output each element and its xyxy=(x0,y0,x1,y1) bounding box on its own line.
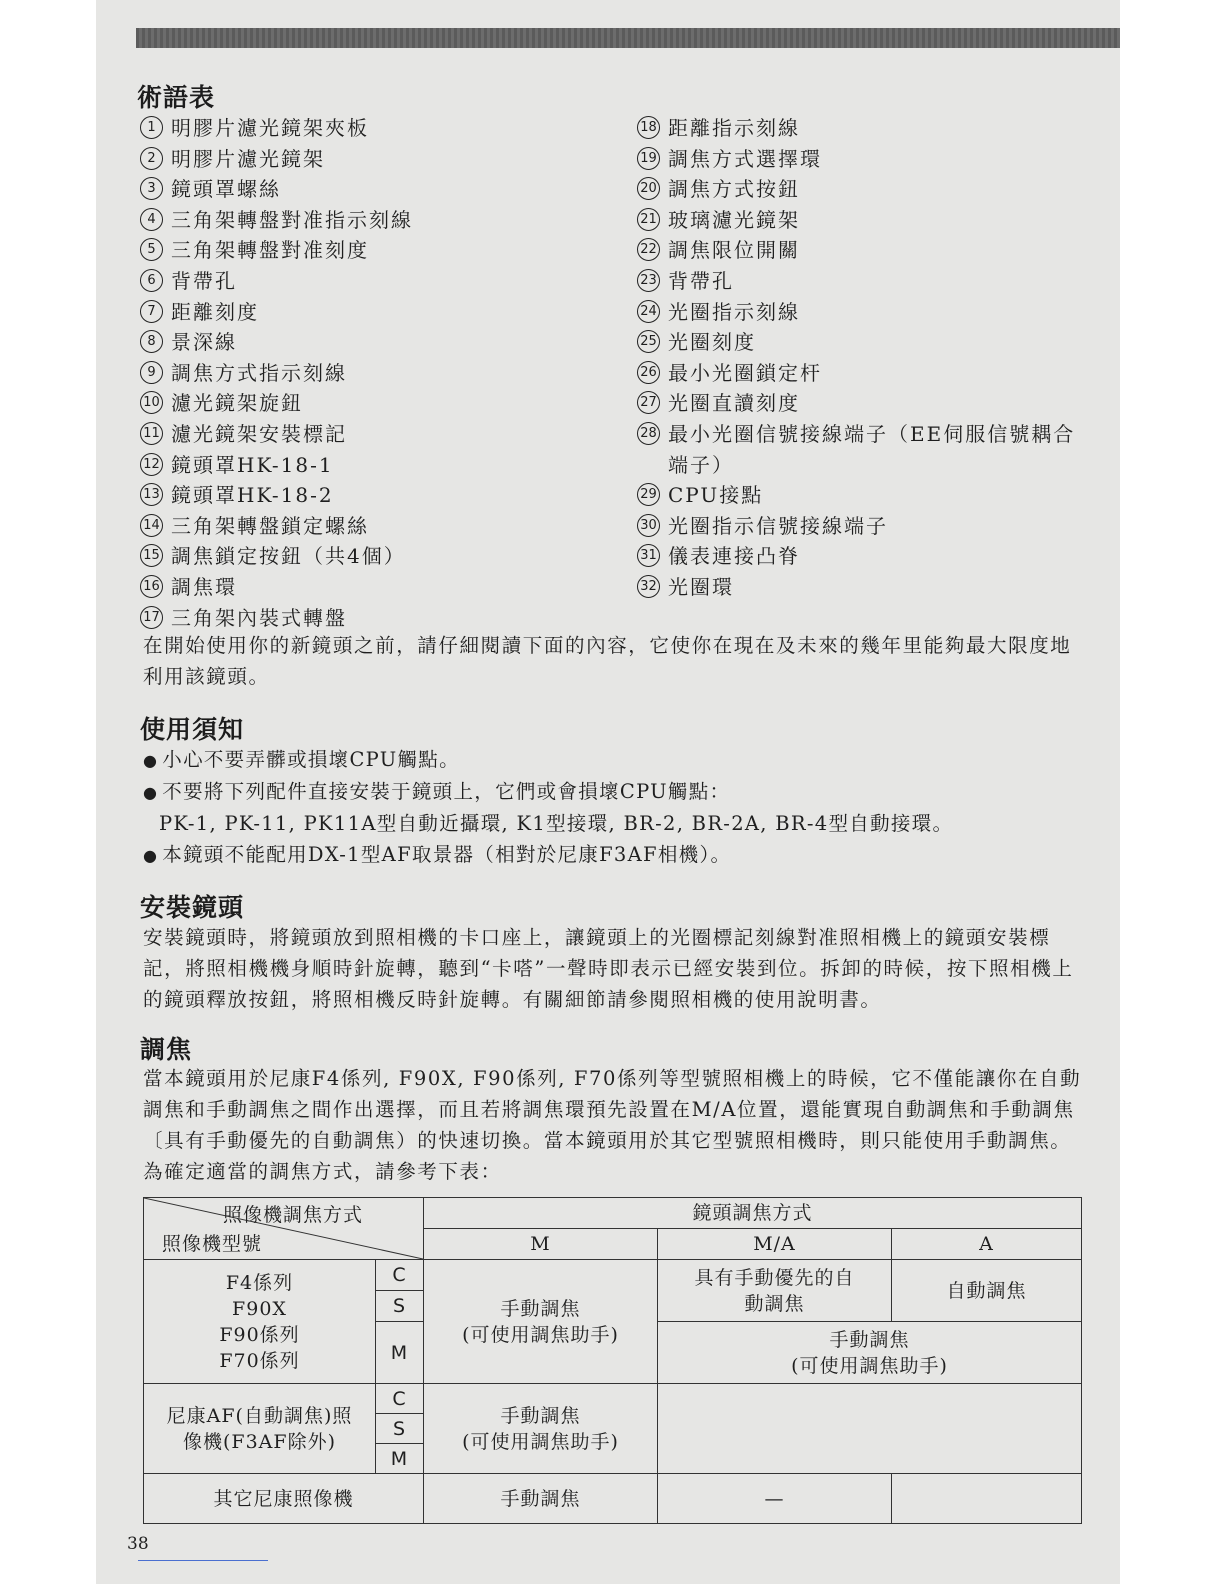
glossary-item-text: 最小光圈鎖定杆 xyxy=(668,360,822,385)
glossary-item-text: 三角架內裝式轉盤 xyxy=(171,605,347,630)
circled-number-icon: 5 xyxy=(140,238,163,261)
manual-focus-text: 手動調焦 xyxy=(829,1328,910,1351)
mounting-paragraph: 安裝鏡頭時，將鏡頭放到照相機的卡口座上，讓鏡頭上的光圈標記刻線對准照相機上的鏡頭安裝標記，將照相機機身順時針旋轉，聽到“卡嗒”一聲時即表示已經安裝到位。拆卸的時候，按下照相機上的鏡頭釋放按鈕，將照相機反時針旋轉。有關細節請參閱照相機的使用說明書。 xyxy=(143,926,1074,1011)
circled-number-icon: 3 xyxy=(140,177,163,200)
mode-m: M xyxy=(376,1322,424,1384)
glossary-item-text: 鏡頭罩螺絲 xyxy=(171,177,281,202)
glossary-item xyxy=(140,327,610,358)
glossary-item xyxy=(637,144,1087,175)
camera-model-header: 照像機型號 xyxy=(162,1233,263,1255)
ma-priority-text-2: 動調焦 xyxy=(744,1292,805,1315)
glossary-item-text: 調焦方式指示刻線 xyxy=(171,360,347,385)
glossary-item-text: 距離指示刻線 xyxy=(668,116,800,140)
model-f90x: F90X xyxy=(232,1297,287,1320)
group2-empty-cell xyxy=(658,1384,1082,1474)
glossary-item-text: 儀表連接凸脊 xyxy=(668,544,800,569)
circled-number-icon: 26 xyxy=(637,361,660,384)
list-item-text: 不要將下列配件直接安裝于鏡頭上，它們或會損壞CPU觸點： xyxy=(162,780,731,803)
circled-number-icon: 18 xyxy=(637,116,660,139)
footer-line xyxy=(138,1560,268,1561)
glossary-item-text: 三角架轉盤對准刻度 xyxy=(171,238,369,263)
glossary-item-text: 明膠片濾光鏡架 xyxy=(171,146,325,171)
glossary-item-text: 濾光鏡架安裝標記 xyxy=(171,421,347,446)
notice-list xyxy=(143,744,1083,871)
group1-manual-focus xyxy=(424,1260,658,1384)
circled-number-icon: 20 xyxy=(637,177,660,200)
glossary-item xyxy=(140,266,610,297)
glossary-item xyxy=(140,144,610,175)
circled-number-icon: 19 xyxy=(637,147,660,170)
circled-number-icon: 27 xyxy=(637,391,660,414)
glossary-item xyxy=(140,358,610,389)
table-header-diagonal xyxy=(144,1198,424,1260)
model-f70: F70係列 xyxy=(219,1349,300,1372)
col-a-header: A xyxy=(892,1229,1082,1260)
circled-number-icon: 9 xyxy=(140,361,163,384)
glossary-item-text: 調焦鎖定按鈕（共4個） xyxy=(171,544,406,569)
other-a-empty xyxy=(892,1474,1082,1524)
bullet-icon: ● xyxy=(143,751,159,770)
glossary-item xyxy=(637,327,1087,358)
mode-c: C xyxy=(376,1384,424,1414)
glossary-item-text: 光圈指示信號接線端子 xyxy=(668,513,888,538)
list-item-text: 本鏡頭不能配用DX-1型AF取景器（相對於尼康F3AF相機）。 xyxy=(162,843,732,866)
mode-s: S xyxy=(376,1414,424,1444)
circled-number-icon: 32 xyxy=(637,575,660,598)
list-item xyxy=(143,776,1083,808)
glossary-item xyxy=(637,511,1087,542)
circled-number-icon: 17 xyxy=(140,606,163,629)
group2-manual-focus xyxy=(424,1384,658,1474)
notice-title: 使用須知 xyxy=(140,715,245,744)
other-manual-focus: 手動調焦 xyxy=(424,1474,658,1524)
glossary-item xyxy=(140,205,610,236)
mounting-title: 安裝鏡頭 xyxy=(140,893,245,922)
glossary-item-text: 景深線 xyxy=(171,330,237,355)
glossary-item-text: 明膠片濾光鏡架夾板 xyxy=(171,116,369,140)
glossary-item xyxy=(637,480,1087,511)
glossary-item xyxy=(140,480,610,511)
glossary-item-text: 光圈直讀刻度 xyxy=(668,391,800,416)
model-nikon-af-1: 尼康AF(自動調焦)照 xyxy=(166,1404,353,1427)
glossary-item xyxy=(140,388,610,419)
ma-priority-text-1: 具有手動優先的自 xyxy=(694,1266,855,1289)
model-f90: F90係列 xyxy=(219,1323,300,1346)
focus-assist-text: (可使用調焦助手) xyxy=(791,1354,948,1377)
glossary-item xyxy=(637,113,1087,144)
circled-number-icon: 29 xyxy=(637,483,660,506)
circled-number-icon: 10 xyxy=(140,391,163,414)
glossary-item-text: 距離刻度 xyxy=(171,299,259,324)
glossary-item-text: 鏡頭罩HK-18-1 xyxy=(171,452,334,477)
glossary-item-text: 三角架轉盤對准指示刻線 xyxy=(171,207,413,232)
circled-number-icon: 8 xyxy=(140,330,163,353)
circled-number-icon: 15 xyxy=(140,544,163,567)
top-decorative-bar xyxy=(136,28,1120,48)
glossary-item-text: CPU接點 xyxy=(668,483,764,508)
group1-manual-focus-ma-a xyxy=(658,1322,1082,1384)
circled-number-icon: 30 xyxy=(637,514,660,537)
glossary-item-text: 光圈刻度 xyxy=(668,330,756,355)
glossary-item xyxy=(637,358,1087,389)
glossary-item xyxy=(140,541,610,572)
glossary-item-text: 玻璃濾光鏡架 xyxy=(668,207,800,232)
glossary-item-text: 調焦方式按鈕 xyxy=(668,177,800,202)
circled-number-icon: 7 xyxy=(140,300,163,323)
circled-number-icon: 22 xyxy=(637,238,660,261)
glossary-item-text: 光圈指示刻線 xyxy=(668,299,800,324)
glossary-item xyxy=(637,174,1087,205)
circled-number-icon: 4 xyxy=(140,208,163,231)
glossary-item-text: 調焦限位開關 xyxy=(668,238,800,263)
circled-number-icon: 28 xyxy=(637,422,660,445)
glossary-item-text: 三角架轉盤鎖定螺絲 xyxy=(171,513,369,538)
glossary-item xyxy=(140,511,610,542)
circled-number-icon: 14 xyxy=(140,514,163,537)
glossary-item-text: 鏡頭罩HK-18-2 xyxy=(171,483,334,508)
focus-assist-text: (可使用調焦助手) xyxy=(462,1323,619,1346)
circled-number-icon: 23 xyxy=(637,269,660,292)
glossary-left-column xyxy=(140,113,610,633)
glossary-item xyxy=(637,419,1087,480)
glossary-item-text: 背帶孔 xyxy=(668,268,734,293)
glossary-item xyxy=(140,113,610,144)
group2-models xyxy=(144,1384,376,1474)
page-number: 38 xyxy=(127,1534,149,1554)
model-nikon-af-2: 像機(F3AF除外) xyxy=(182,1430,336,1453)
circled-number-icon: 31 xyxy=(637,544,660,567)
glossary-item xyxy=(140,419,610,450)
circled-number-icon: 24 xyxy=(637,300,660,323)
focusing-paragraph: 當本鏡頭用於尼康F4係列, F90X, F90係列, F70係列等型號照相機上的時候，它不僅能讓你在自動調焦和手動調焦之間作出選擇，而且若將調焦環預先設置在M/A位置，還能實現自動調焦和手動調焦〔具有手動優先的自動調焦）的快速切換。當本鏡頭用於其它型號照相機時，則只能使用手動調焦。為確定適當的調焦方式，請參考下表： xyxy=(143,1067,1082,1183)
manual-focus-text: 手動調焦 xyxy=(500,1404,581,1427)
accessory-list: PK-1, PK-11, PK11A型自動近攝環, K1型接環, BR-2, BR-2A, BR-4型自動接環。 xyxy=(159,812,954,835)
circled-number-icon: 2 xyxy=(140,147,163,170)
other-ma-dash: — xyxy=(658,1474,892,1524)
glossary-item xyxy=(637,235,1087,266)
glossary-item-text: 調焦方式選擇環 xyxy=(668,146,822,171)
glossary-item xyxy=(637,205,1087,236)
glossary-item xyxy=(140,603,610,634)
col-m-header: M xyxy=(424,1229,658,1260)
focus-assist-text: (可使用調焦助手) xyxy=(462,1430,619,1453)
glossary-item-text: 最小光圈信號接線端子（EE伺服信號耦合端子） xyxy=(668,421,1076,477)
mode-m: M xyxy=(376,1444,424,1474)
glossary-item xyxy=(637,541,1087,572)
list-item xyxy=(143,744,1083,776)
glossary-item-text: 背帶孔 xyxy=(171,268,237,293)
glossary-item-text: 濾光鏡架旋鈕 xyxy=(171,391,303,416)
model-f4: F4係列 xyxy=(225,1271,294,1294)
bullet-icon: ● xyxy=(143,846,159,865)
glossary-title: 術語表 xyxy=(137,83,216,112)
col-ma-header: M/A xyxy=(658,1229,892,1260)
circled-number-icon: 11 xyxy=(140,422,163,445)
glossary-item xyxy=(140,450,610,481)
glossary-item xyxy=(637,388,1087,419)
mode-c: C xyxy=(376,1260,424,1291)
glossary-item-text: 調焦環 xyxy=(171,574,237,599)
camera-focus-mode-header: 照像機調焦方式 xyxy=(222,1204,363,1226)
bullet-icon: ● xyxy=(143,783,159,802)
glossary-item xyxy=(637,297,1087,328)
glossary-item xyxy=(140,572,610,603)
glossary-item xyxy=(140,235,610,266)
circled-number-icon: 6 xyxy=(140,269,163,292)
glossary-item xyxy=(140,174,610,205)
list-item xyxy=(143,839,1083,871)
glossary-right-column xyxy=(637,113,1087,603)
circled-number-icon: 25 xyxy=(637,330,660,353)
glossary-item xyxy=(637,266,1087,297)
focusing-title: 調焦 xyxy=(140,1035,193,1064)
lens-focus-mode-header: 鏡頭調焦方式 xyxy=(424,1198,1082,1229)
mode-s: S xyxy=(376,1291,424,1322)
intro-paragraph: 在開始使用你的新鏡頭之前，請仔細閱讀下面的內容，它使你在現在及未來的幾年里能夠最大限度地利用該鏡頭。 xyxy=(143,634,1072,688)
circled-number-icon: 13 xyxy=(140,483,163,506)
auto-focus-cell: 自動調焦 xyxy=(892,1260,1082,1322)
ma-priority-cell xyxy=(658,1260,892,1322)
circled-number-icon: 21 xyxy=(637,208,660,231)
list-item-text: 小心不要弄髒或損壞CPU觸點。 xyxy=(162,748,460,771)
glossary-item-text: 光圈環 xyxy=(668,574,734,599)
glossary-item xyxy=(637,572,1087,603)
glossary-item xyxy=(140,297,610,328)
focus-mode-table xyxy=(143,1197,1082,1524)
other-models: 其它尼康照像機 xyxy=(144,1474,424,1524)
manual-focus-text: 手動調焦 xyxy=(500,1297,581,1320)
circled-number-icon: 12 xyxy=(140,453,163,476)
circled-number-icon: 16 xyxy=(140,575,163,598)
group1-models xyxy=(144,1260,376,1384)
circled-number-icon: 1 xyxy=(140,116,163,139)
